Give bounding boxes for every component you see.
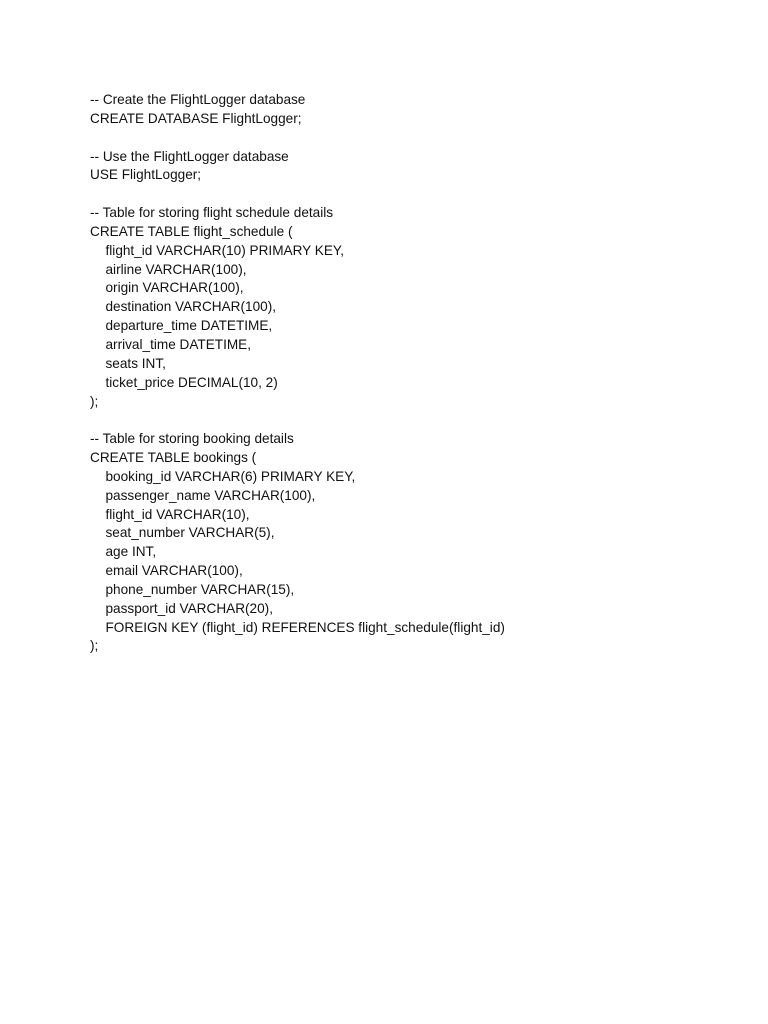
code-line: CREATE TABLE flight_schedule ( xyxy=(90,223,293,239)
column-definition: origin VARCHAR(100), xyxy=(105,280,244,296)
column-definition: email VARCHAR(100), xyxy=(105,563,243,579)
sql-script xyxy=(90,91,730,656)
code-line: CREATE DATABASE FlightLogger; xyxy=(90,110,302,126)
column-definition: arrival_time DATETIME, xyxy=(105,336,252,352)
code-line: ); xyxy=(90,393,99,409)
blank-line xyxy=(90,411,730,430)
code-line: CREATE TABLE bookings ( xyxy=(90,450,257,466)
comment-line: -- Create the FlightLogger database xyxy=(90,92,306,107)
comment-line: -- Use the FlightLogger database xyxy=(90,148,289,164)
column-definition: passport_id VARCHAR(20), xyxy=(105,600,273,616)
column-definition: FOREIGN KEY (flight_id) REFERENCES flight_schedule(flight_id) xyxy=(105,619,505,635)
column-definition: passenger_name VARCHAR(100), xyxy=(105,487,316,503)
column-definition: seats INT, xyxy=(105,355,166,371)
blank-line xyxy=(90,129,730,148)
column-definition: booking_id VARCHAR(6) PRIMARY KEY, xyxy=(105,468,356,484)
column-definition: flight_id VARCHAR(10) PRIMARY KEY, xyxy=(105,242,344,258)
column-definition: age INT, xyxy=(105,544,157,560)
column-definition: destination VARCHAR(100), xyxy=(105,299,276,315)
code-line: USE FlightLogger; xyxy=(90,167,202,183)
column-definition: ticket_price DECIMAL(10, 2) xyxy=(105,374,278,390)
column-definition: phone_number VARCHAR(15), xyxy=(105,581,295,597)
blank-line xyxy=(90,185,730,204)
code-line: ); xyxy=(90,638,99,654)
column-definition: departure_time DATETIME, xyxy=(105,318,273,334)
column-definition: flight_id VARCHAR(10), xyxy=(105,506,250,522)
comment-line: -- Table for storing flight schedule details xyxy=(90,205,334,221)
column-definition: seat_number VARCHAR(5), xyxy=(105,525,275,541)
column-definition: airline VARCHAR(100), xyxy=(105,261,247,277)
comment-line: -- Table for storing booking details xyxy=(90,431,294,447)
